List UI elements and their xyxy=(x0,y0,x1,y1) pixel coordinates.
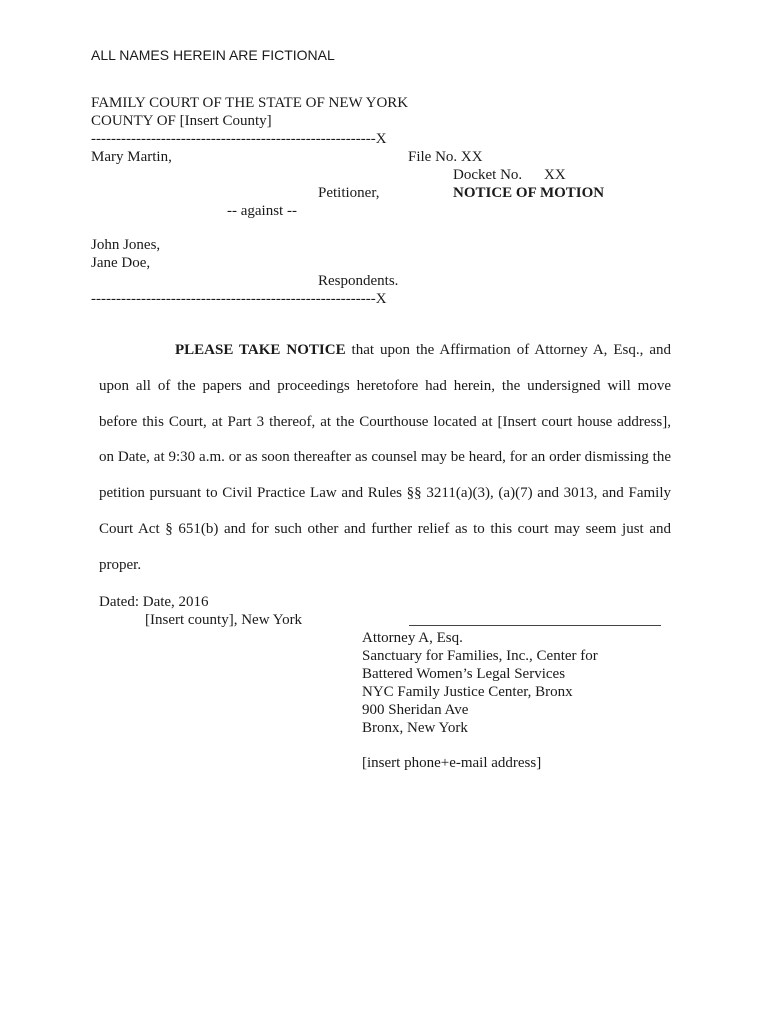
street-address: 900 Sheridan Ave xyxy=(362,702,469,718)
petitioner-role: Petitioner, xyxy=(318,185,380,201)
court-county: COUNTY OF [Insert County] xyxy=(91,113,272,129)
file-number: File No. XX xyxy=(408,149,483,165)
city-state: Bronx, New York xyxy=(362,720,468,736)
caption-divider-top: ---------------------------------------------------------X xyxy=(91,131,387,147)
respondent-name: John Jones, xyxy=(91,237,161,253)
attorney-name: Attorney A, Esq. xyxy=(362,630,463,646)
organization-line: Battered Women’s Legal Services xyxy=(362,666,566,682)
notice-text: that upon the Affirmation of Attorney A, Esq., and upon all of the papers and proceedings heretofore had herein, the undersigned will move before this Court, at Part 3 thereof, at the Courthouse located at [Insert court house address], on Date, at 9:30 a.m. or as soon thereafter as counsel may be heard, for an order dismissing the petition pursuant to Civil Practice Law and Rules §§ 3211(a)(3), (a)(7) and 3013, and Family Court Act § 651(b) and for such other and further relief as to this court may seem just and proper. xyxy=(99,342,671,573)
petitioner-name: Mary Martin, xyxy=(91,149,172,165)
dated-date: Dated: Date, 2016 xyxy=(99,594,209,610)
notice-lead: PLEASE TAKE NOTICE xyxy=(175,342,346,358)
office-name: NYC Family Justice Center, Bronx xyxy=(362,684,573,700)
respondent-name: Jane Doe, xyxy=(91,255,151,271)
organization-line: Sanctuary for Families, Inc., Center for xyxy=(362,648,598,664)
docket-number: XX xyxy=(544,167,566,183)
court-name: FAMILY COURT OF THE STATE OF NEW YORK xyxy=(91,95,409,111)
respondent-role: Respondents. xyxy=(318,273,399,289)
document-title: NOTICE OF MOTION xyxy=(453,185,605,201)
dated-location: [Insert county], New York xyxy=(145,612,303,628)
signature-line xyxy=(409,625,661,626)
caption-divider-bottom: ---------------------------------------------------------X xyxy=(91,291,387,307)
against-label: -- against -- xyxy=(227,203,297,219)
disclaimer: ALL NAMES HEREIN ARE FICTIONAL xyxy=(91,47,335,63)
notice-paragraph xyxy=(99,333,671,584)
contact-info: [insert phone+e-mail address] xyxy=(362,755,542,771)
docket-label: Docket No. xyxy=(453,167,523,183)
